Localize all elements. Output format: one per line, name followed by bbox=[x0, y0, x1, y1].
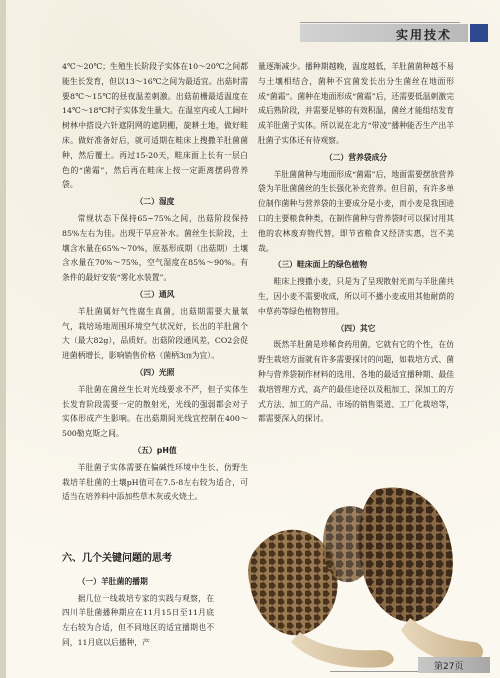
subheading-ventilation: （三）通风 bbox=[135, 289, 175, 299]
morel-mushroom-image bbox=[205, 470, 495, 670]
header-accent-square bbox=[470, 24, 488, 42]
paragraph: 既然羊肚菌是珍稀食药用菌，它就有它的个性，在仿野生栽培方面就有许多需要探讨的问题，如栽培方式、菌种与营养袋制作材料的选用、各地的最适宜播种期、最佳栽培管理方式、高产的最佳途径以及粗加工、深加工的方式方法、加工的产品、市场的销售渠道、工厂化栽培等，都需要深入的探讨。 bbox=[258, 340, 454, 424]
paragraph: 4℃～20℃；生殖生长阶段子实体在10～20℃之间都能生长发育，但以13～16℃之间为最适宜。出菇时需要8℃～15℃的昼夜温差刺激。出菇前栅最适温度在14℃～18℃时子实体发生量大。在温室内或人工阔叶树林中搭设六针遮阴网的遮阴棚，旋耕土地，做好畦床。做好准备好后，就可适期在畦床上搜撒羊肚菌菌种，然后覆土。再过15-20天，畦床面上长有一层白色的“菌霜”，然后再在畦床上按一定距离摆码营养袋。 bbox=[62, 62, 248, 190]
subheading-nutrient-bag: （二）营养袋成分 bbox=[324, 152, 388, 162]
paragraph: 羊肚菌在菌丝生长对光线要求不严，但子实体生长发育阶段需要一定的散射光，光线的强弱都会对子实体形成产生影响。在出菇期间光线宜控制在400～500勒克斯之间。 bbox=[62, 384, 248, 439]
subheading-humidity: （二）湿度 bbox=[135, 197, 175, 207]
right-column bbox=[258, 60, 454, 427]
paragraph: 量逐渐减少。播种期越晚，温度越低，羊肚菌菌种越不易与土壤相结合，菌种不宜菌发长出分生菌丝在地面形成“菌霜”。菌种在地面形成“菌霜”后，还需要低温刺激完成后熟阶段，并需要足够的有效积温，菌丝才能组结发育成羊肚菌子实体。所以说在北方“带凌”播种能否生产出羊肚菌子实体还有待观察。 bbox=[258, 62, 454, 145]
subheading-green-plants: （三）畦床面上的绿色植物 bbox=[273, 260, 368, 270]
paragraph: 羊肚菌菌种与地面形成“菌霜”后，地面需要摆放营养袋为羊肚菌菌丝的生长强化补充营养。但目前，有许多单位制作菌种与营养袋的主要成分是小麦，而小麦是我国进口的主要粮食种类，在制作菌种与营养袋时可以探讨用其他的农林废弃物代替，即节省粮食又经济实惠，岂不美哉。 bbox=[258, 169, 454, 253]
paragraph: 羊肚菌子实体需要在偏碱性环境中生长、仿野生栽培羊肚菌的土壤pH值可在7.5-8左右较为适合，可适当在培养料中添加些草木灰或火烧土。 bbox=[62, 462, 248, 502]
left-column bbox=[62, 60, 248, 505]
morel-stem-left bbox=[291, 632, 394, 668]
subheading-sowing-period: （一）羊肚菌的播期 bbox=[77, 576, 148, 586]
paragraph: 常规状态下保持65~75%之间，出菇阶段保持85%左右为佳。出现干旱应补水。菌丝生长阶段，土壤含水量在65%～70%，原基形成期（出菇期）土壤含水量在70%～75%，空气湿度在85%～90%。有条件的最好安装“雾化水装置”。 bbox=[62, 213, 248, 283]
morel-stem-right bbox=[401, 618, 483, 663]
subheading-light: （四）光照 bbox=[135, 367, 175, 377]
subheading-ph: （五）pH值 bbox=[133, 445, 177, 455]
paragraph: 畦床上搜撒小麦，只是为了呈现散射光而与羊肚菌共生，因小麦不需要收成，所以可不播小麦或用其他耐荫的中草药等绿色植物替用。 bbox=[258, 277, 454, 316]
paragraph: 据几位一线栽培专家的实践与观察，在四川羊肚菌播种期应在11月15日至11月底左右较为合适，但不同地区的适宜播期也不同，11月底以后播种，产 bbox=[62, 593, 214, 647]
header-rule bbox=[300, 22, 460, 23]
page-number: 第27页 bbox=[434, 662, 464, 672]
section-header-title: 实用技术 bbox=[396, 28, 453, 42]
paragraph: 羊肚菌属好气性腐生真菌，出菇期需要大量氧气，栽培场地周围环境空气状况好，长出的羊肚菌个大（最大82g），品质好。出菇阶段通风差，CO2会促进菌柄增长，影响销售价格（菌柄3㎝为宜）。 bbox=[62, 306, 248, 361]
footer-rule bbox=[330, 671, 420, 672]
left-margin-strip bbox=[0, 0, 6, 678]
section-six bbox=[62, 540, 214, 651]
section-title: 六、几个关键问题的思考 bbox=[62, 553, 172, 564]
subheading-other: （四）其它 bbox=[336, 323, 376, 333]
